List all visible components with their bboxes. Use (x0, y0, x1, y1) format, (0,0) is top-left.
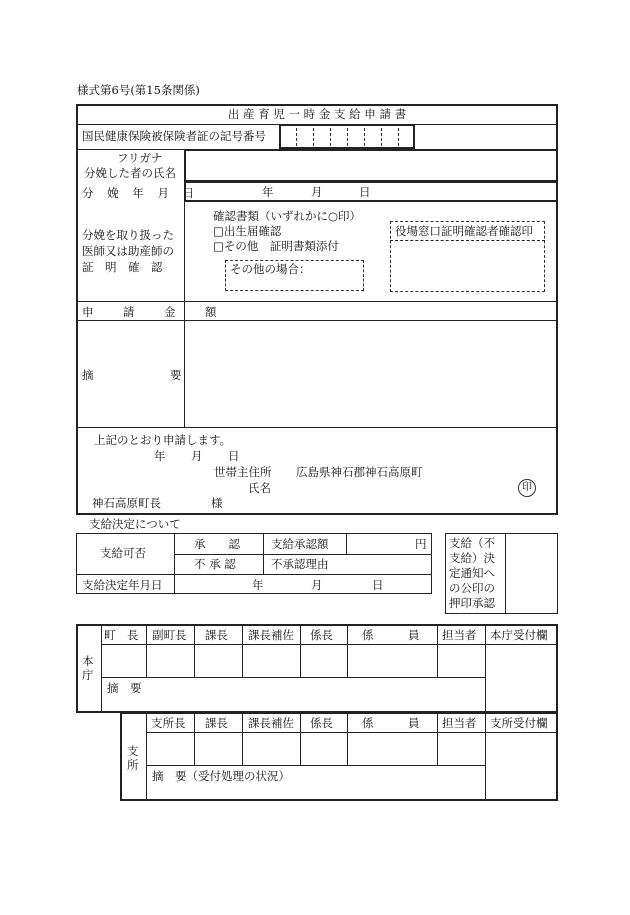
approve-amount-label: 支給承認額 (271, 537, 329, 551)
decision-year: 年 (252, 578, 264, 592)
shisho-col-chief: 課長 (205, 716, 228, 730)
cert-option-birth-notice[interactable]: □出生届確認 (213, 224, 282, 238)
apply-day: 日 (228, 449, 240, 463)
honcho-col-deputy: 副町長 (152, 628, 187, 642)
shisho-summary-label: 摘 要（受付処理の状況） (152, 769, 290, 783)
seal-mark: 印 (518, 479, 536, 497)
apply-year: 年 (154, 449, 166, 463)
notice-line-5: 押印承認 (449, 596, 495, 610)
decision-month: 月 (311, 578, 323, 592)
address-value: 広島県神石郡神石高原町 (296, 465, 423, 479)
shisho-col-section-head: 係長 (310, 716, 333, 730)
honcho-label-2: 庁 (82, 668, 94, 682)
notice-line-1: 支給（不 (449, 536, 495, 550)
honcho-col-in-charge: 担当者 (442, 628, 477, 642)
honcho-label-1: 本 (82, 654, 94, 668)
not-approve-label: 不 承 認 (194, 557, 236, 571)
not-approve-reason-label: 不承認理由 (271, 557, 329, 571)
apply-month: 月 (191, 449, 203, 463)
form-title: 出 産 育 児 一 時 金 支 給 申 請 書 (227, 107, 407, 121)
amount-label: 申 請 金 額 (82, 305, 226, 319)
mother-name-label: 分娩した者の氏名 (84, 166, 176, 180)
honcho-col-staff: 係 員 (362, 628, 420, 642)
cert-docs-title: 確認書類（いずれかに○印） (213, 209, 362, 223)
notice-line-3: 定通知へ (449, 566, 495, 580)
mayor-honorific: 様 (211, 496, 223, 510)
honcho-col-section-head: 係長 (310, 628, 333, 642)
insurance-number-label: 国民健康保険被保険者証の記号番号 (82, 129, 266, 143)
cert-label-2: 医師又は助産師の (82, 244, 174, 258)
address-label: 世帯主住所 (214, 465, 272, 479)
decision-label: 支給可否 (100, 546, 146, 560)
decision-date-label: 支給決定年月日 (82, 578, 163, 592)
birth-year: 年 (262, 185, 274, 199)
office-confirm-label: 役場窓口証明確認者確認印 (395, 224, 533, 238)
form-number: 様式第6号(第15条関係) (77, 83, 200, 97)
shisho-label-1: 支 (127, 744, 139, 758)
cert-label-3: 証 明 確 認 (82, 260, 163, 274)
notice-line-4: の公印の (449, 581, 495, 595)
approve-label: 承 認 (194, 537, 240, 551)
birth-date-field[interactable] (184, 181, 558, 202)
applicant-name-label: 氏名 (248, 481, 271, 495)
shisho-label-2: 所 (127, 758, 139, 772)
honcho-col-chief: 課長 (205, 628, 228, 642)
notice-line-2: 支給）決 (449, 551, 495, 565)
decision-day: 日 (372, 578, 384, 592)
name-field[interactable] (184, 149, 558, 182)
other-case-label: その他の場合： (230, 262, 311, 276)
decision-heading: 支給決定について (89, 517, 181, 531)
birth-month: 月 (311, 185, 323, 199)
yen-unit: 円 (415, 537, 427, 551)
shisho-col-in-charge: 担当者 (442, 716, 477, 730)
honcho-col-mayor: 町 長 (104, 628, 139, 642)
summary-label-1: 摘 (82, 368, 94, 382)
cert-option-other[interactable]: □その他 証明書類添付 (213, 239, 339, 253)
honcho-summary-label: 摘 要 (107, 681, 142, 695)
apply-text: 上記のとおり申請します。 (94, 433, 232, 447)
birth-date-label: 分 娩 年 月 日 (82, 186, 200, 200)
shisho-col-reception: 支所受付欄 (490, 716, 548, 730)
honcho-col-reception: 本庁受付欄 (490, 628, 548, 642)
shisho-col-assistant-chief: 課長補佐 (248, 716, 294, 730)
honcho-col-assistant-chief: 課長補佐 (248, 628, 294, 642)
birth-day: 日 (359, 185, 371, 199)
mayor-label: 神石高原町長 (92, 496, 161, 510)
summary-label-2: 要 (170, 368, 182, 382)
cert-label-1: 分娩を取り扱った (82, 228, 174, 242)
furigana-label: フリガナ (117, 151, 163, 165)
shisho-col-staff: 係 員 (362, 716, 420, 730)
shisho-col-branch-chief: 支所長 (151, 716, 186, 730)
